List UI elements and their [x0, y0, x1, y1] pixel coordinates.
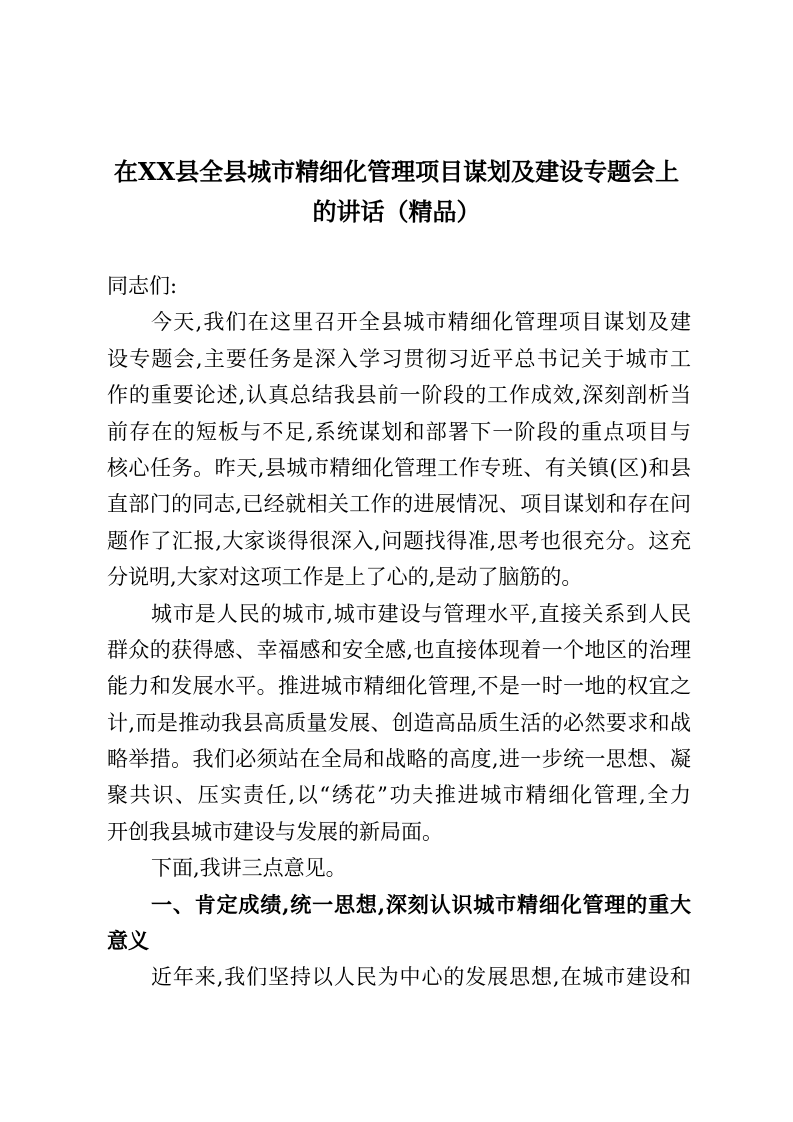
- text-line: 开创我县城市建设与发展的新局面。: [107, 819, 443, 844]
- text-line: 计,而是推动我县高质量发展、创造高品质生活的必然要求和战: [107, 710, 691, 735]
- text-line: 今天,我们在这里召开全县城市精细化管理项目谋划及建: [151, 310, 691, 335]
- text-line: 群众的获得感、幸福感和安全感,也直接体现着一个地区的治理: [107, 637, 691, 662]
- text-line: 一、肯定成绩,统一思想,深刻认识城市精细化管理的重大: [151, 891, 691, 917]
- text-line: 题作了汇报,大家谈得很深入,问题找得准,思考也很充分。这充: [107, 528, 691, 553]
- text-line: 聚共识、压实责任,以“绣花”功夫推进城市精细化管理,全力: [107, 783, 691, 808]
- paragraph: [107, 850, 691, 886]
- document-title: [100, 152, 693, 232]
- text-line: 能力和发展水平。推进城市精细化管理,不是一时一地的权宜之: [107, 674, 691, 699]
- document-body: [107, 268, 691, 996]
- paragraph: [107, 596, 691, 851]
- text-line: 直部门的同志,已经就相关工作的进展情况、项目谋划和存在问: [107, 492, 691, 517]
- text-line: 分说明,大家对这项工作是上了心的,是动了脑筋的。: [107, 565, 583, 590]
- title-line-1: 在XX县全县城市精细化管理项目谋划及建设专题会上: [113, 157, 680, 186]
- title-line-2: 的讲话（精品）: [312, 197, 481, 226]
- text-line: 前存在的短板与不足,系统谋划和部署下一阶段的重点项目与: [107, 419, 691, 444]
- salutation: 同志们:: [107, 274, 178, 298]
- text-line: 核心任务。昨天,县城市精细化管理工作专班、有关镇(区)和县: [107, 455, 691, 480]
- text-line: 近年来,我们坚持以人民为中心的发展思想,在城市建设和: [151, 965, 691, 990]
- text-line: 设专题会,主要任务是深入学习贯彻习近平总书记关于城市工: [107, 346, 691, 371]
- text-line: 城市是人民的城市,城市建设与管理水平,直接关系到人民: [151, 601, 691, 626]
- paragraph: [107, 304, 691, 595]
- text-line: 意义: [107, 928, 149, 954]
- text-line: 略举措。我们必须站在全局和战略的高度,进一步统一思想、凝: [107, 747, 691, 772]
- text-line: 作的重要论述,认真总结我县前一阶段的工作成效,深刻剖析当: [107, 383, 691, 408]
- paragraph: [107, 959, 691, 995]
- section-heading: [107, 887, 691, 960]
- text-line: 下面,我讲三点意见。: [151, 856, 347, 881]
